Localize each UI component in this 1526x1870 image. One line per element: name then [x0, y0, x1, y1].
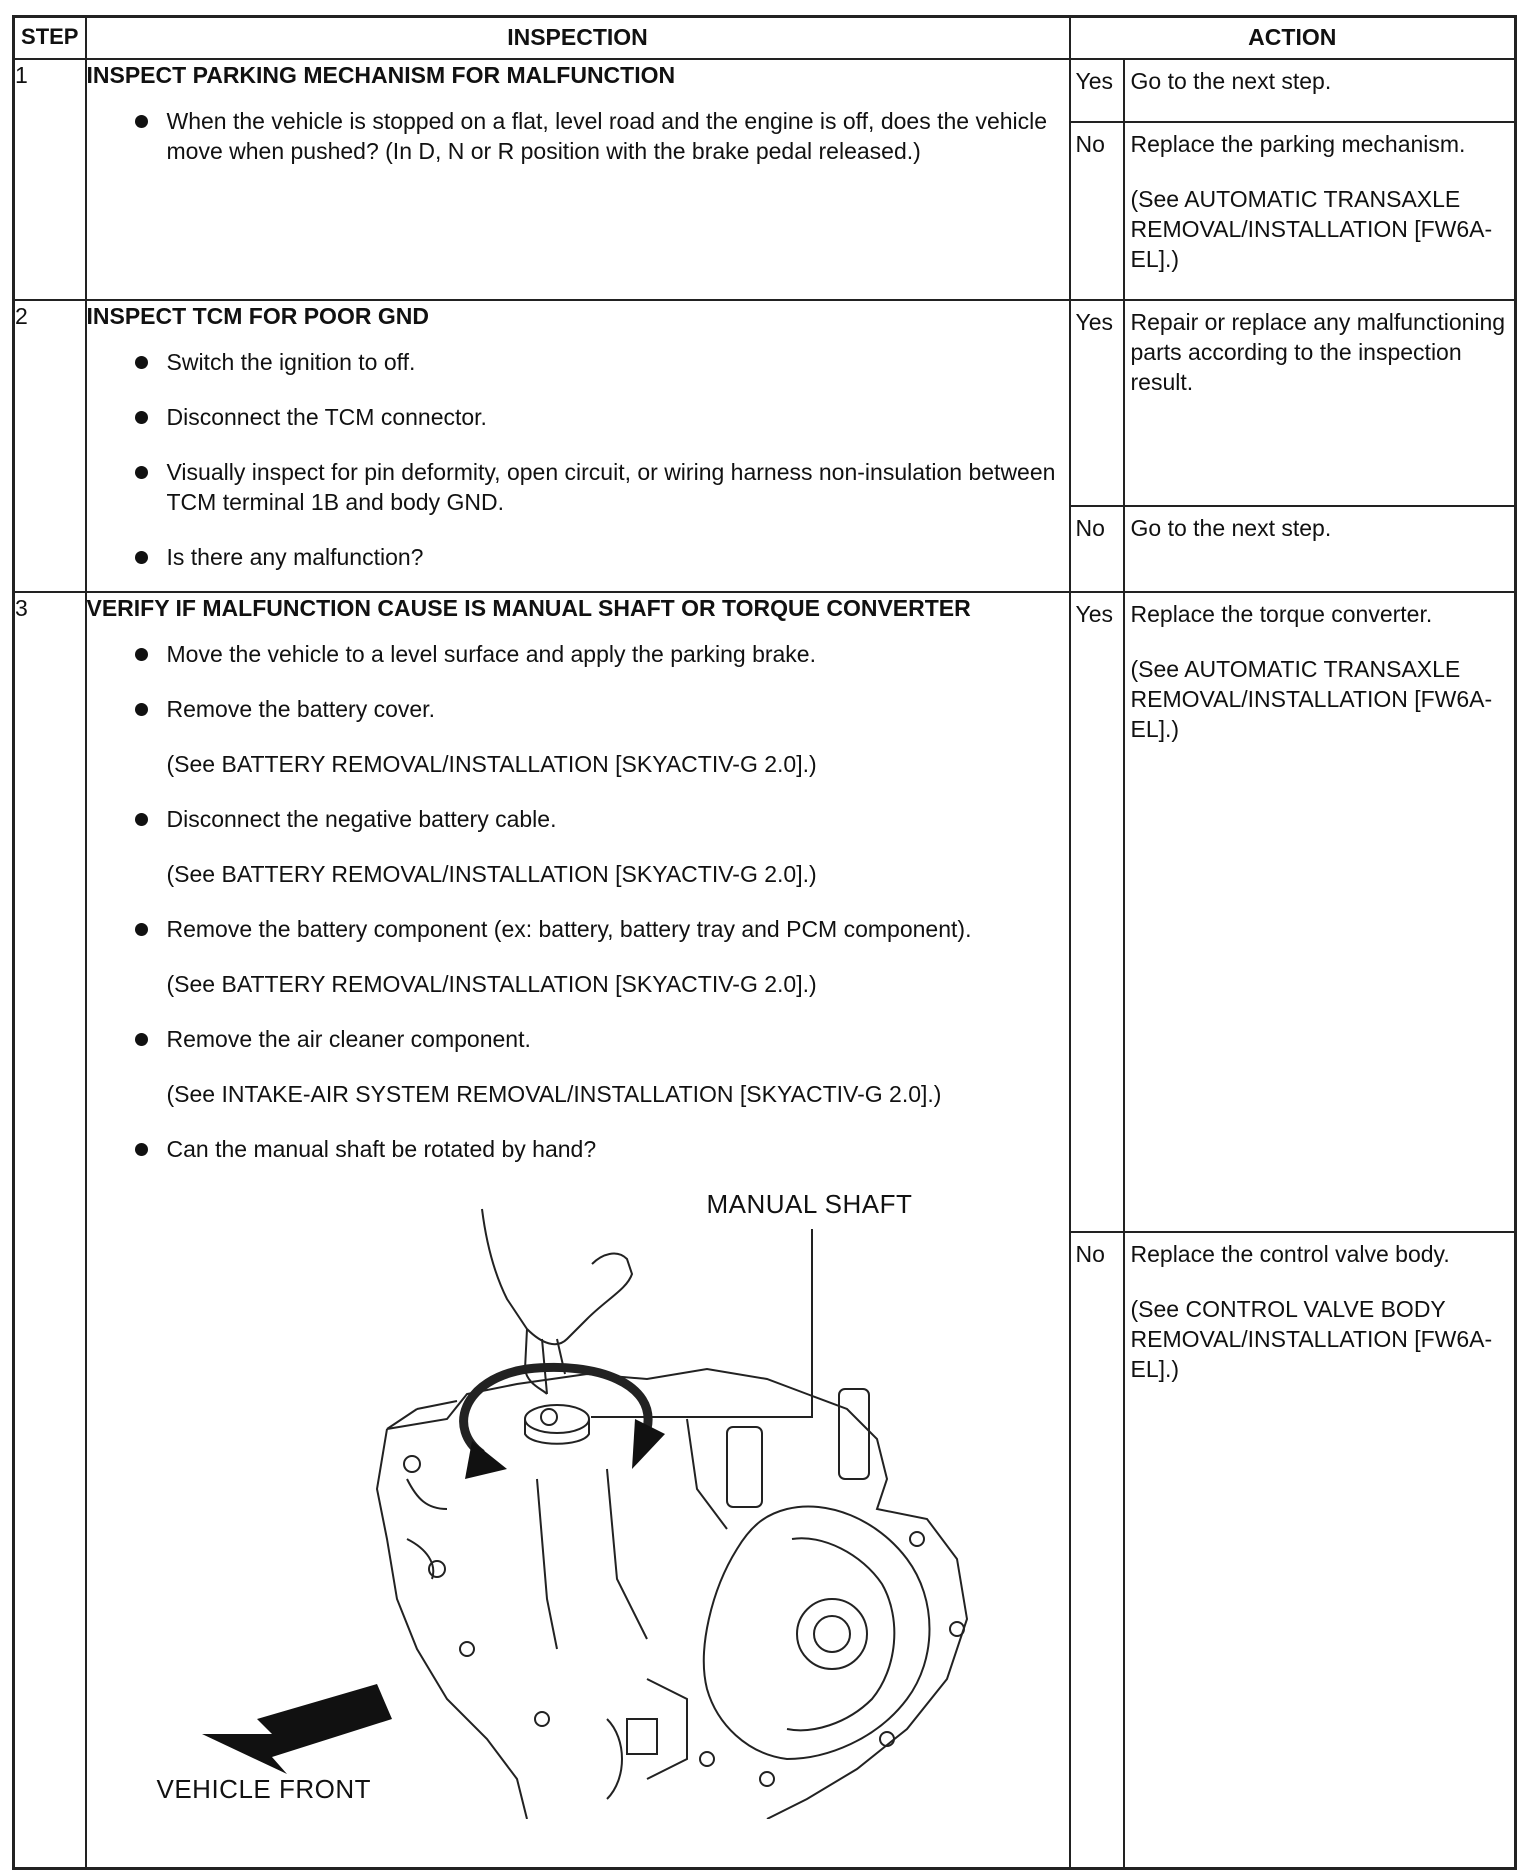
inspection-bullet: Is there any malfunction? [87, 542, 1069, 572]
arrowhead-left [465, 1441, 507, 1479]
bullet-icon [135, 115, 148, 128]
step-2-row [14, 300, 1516, 506]
inspection-bullet: Remove the battery component (ex: battery, battery tray and PCM component). [87, 914, 1069, 944]
cross-reference: (See CONTROL VALVE BODY REMOVAL/INSTALLATION [FW6A-EL].) [1130, 1296, 1493, 1382]
vehicle-front-arrow-icon [202, 1684, 392, 1774]
diagnostic-procedure-table [12, 15, 1517, 1870]
cross-reference: (See INTAKE-AIR SYSTEM REMOVAL/INSTALLATION [SKYACTIV-G 2.0].) [166, 1081, 942, 1107]
cross-reference: (See BATTERY REMOVAL/INSTALLATION [SKYACTIV-G 2.0].) [166, 861, 817, 887]
step-title: INSPECT TCM FOR POOR GND [86, 303, 429, 329]
step-number: 1 [14, 59, 86, 300]
step-number: 2 [14, 300, 86, 592]
header-inspection: INSPECTION [86, 17, 1070, 60]
bullet-icon [135, 356, 148, 369]
bullet-icon [135, 551, 148, 564]
bullet-icon [135, 923, 148, 936]
no-action: Replace the parking mechanism. (See AUTOMATIC TRANSAXLE REMOVAL/INSTALLATION [FW6A-EL].) [1124, 122, 1516, 300]
inspection-bullet: Switch the ignition to off. [87, 347, 1069, 377]
connector-outline [627, 1719, 657, 1754]
yes-label: Yes [1070, 59, 1124, 122]
step-title: INSPECT PARKING MECHANISM FOR MALFUNCTION [86, 62, 676, 88]
hand-outline [482, 1209, 632, 1344]
header-row [14, 17, 1516, 60]
housing-outline [387, 1369, 967, 1819]
yes-action: Repair or replace any malfunctioning parts according to the inspection result. [1124, 300, 1516, 506]
cross-reference: (See BATTERY REMOVAL/INSTALLATION [SKYACTIV-G 2.0].) [166, 971, 817, 997]
cross-reference: (See BATTERY REMOVAL/INSTALLATION [SKYACTIV-G 2.0].) [166, 751, 817, 777]
cross-reference: (See AUTOMATIC TRANSAXLE REMOVAL/INSTALLATION [FW6A-EL].) [1130, 186, 1493, 272]
inspection-bullet: Disconnect the TCM connector. [87, 402, 1069, 432]
inspection-bullet: Can the manual shaft be rotated by hand? [87, 1134, 1069, 1164]
step-1-inspection [86, 59, 1070, 300]
yes-action: Replace the torque converter. (See AUTOMATIC TRANSAXLE REMOVAL/INSTALLATION [FW6A-EL].) [1124, 592, 1516, 1232]
inspection-bullet: Visually inspect for pin deformity, open circuit, or wiring harness non-insulation between TCM terminal 1B and body GND. [87, 457, 1069, 517]
inspection-bullet: Disconnect the negative battery cable. [87, 804, 1069, 834]
step-number: 3 [14, 592, 86, 1868]
step-3-inspection [86, 592, 1070, 1868]
bullet-icon [135, 1143, 148, 1156]
no-label: No [1070, 122, 1124, 300]
transaxle-drawing [87, 1179, 1067, 1819]
manual-shaft-label: MANUAL SHAFT [706, 1189, 913, 1219]
cross-reference: (See AUTOMATIC TRANSAXLE REMOVAL/INSTALLATION [FW6A-EL].) [1130, 656, 1493, 742]
bell-housing [703, 1506, 929, 1759]
bullet-icon [135, 703, 148, 716]
yes-label: Yes [1070, 300, 1124, 506]
vehicle-front-label: VEHICLE FRONT [156, 1774, 372, 1804]
header-step: STEP [14, 17, 86, 60]
no-label: No [1070, 506, 1124, 592]
manual-shaft-illustration [87, 1179, 1067, 1819]
inspection-bullet: Remove the battery cover. [87, 694, 1069, 724]
step-3-row [14, 592, 1516, 1232]
step-1-row [14, 59, 1516, 122]
yes-label: Yes [1070, 592, 1124, 1232]
step-title: VERIFY IF MALFUNCTION CAUSE IS MANUAL SHAFT OR TORQUE CONVERTER [86, 595, 971, 621]
step-2-inspection [86, 300, 1070, 592]
yes-action: Go to the next step. [1124, 59, 1516, 122]
bullet-icon [135, 813, 148, 826]
header-action: ACTION [1070, 17, 1516, 60]
bullet-icon [135, 411, 148, 424]
inspection-bullet: Remove the air cleaner component. [87, 1024, 1069, 1054]
inspection-bullet: Move the vehicle to a level surface and apply the parking brake. [87, 639, 1069, 669]
no-action: Replace the control valve body. (See CONTROL VALVE BODY REMOVAL/INSTALLATION [FW6A-EL].) [1124, 1232, 1516, 1868]
inspection-bullet: When the vehicle is stopped on a flat, level road and the engine is off, does the vehicle move when pushed? (In D, N or R position with the brake pedal released.) [87, 106, 1069, 166]
no-action: Go to the next step. [1124, 506, 1516, 592]
bullet-icon [135, 648, 148, 661]
bullet-icon [135, 1033, 148, 1046]
no-label: No [1070, 1232, 1124, 1868]
arrowhead-right [632, 1419, 665, 1469]
bullet-icon [135, 466, 148, 479]
